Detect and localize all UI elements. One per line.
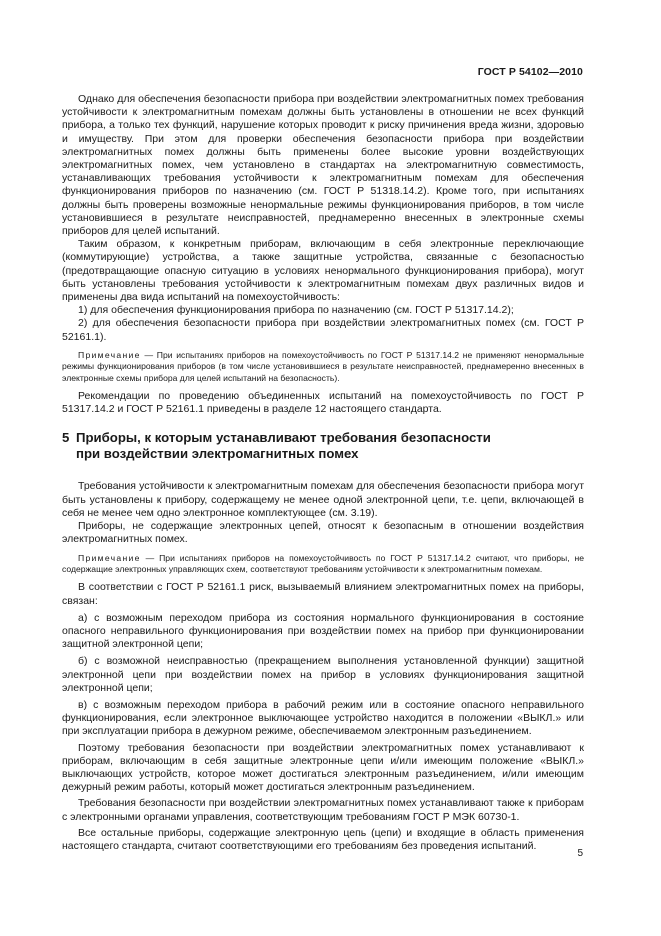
paragraph-recommendations: Рекомендации по проведению объединенных испытаний на помехоустойчивость по ГОСТ Р 51317.14.2 и ГОСТ Р 52161.1 приведены в разделе 12 настоящего стандарта. (62, 390, 584, 416)
section-number: 5 (62, 430, 70, 446)
paragraph-thus: Таким образом, к конкретным приборам, включающим в себя электронные переключающие (коммутирующие) устройства, а также защитные устройства, связанные с безопасностью (предотвращающие опасную ситуацию в условиях ненормального функционирования прибора), могут быть установлены требования устойчивости к электромагнитным помехам двух различных видов и применены два вида испытаний на помехоустойчивость: (62, 238, 584, 304)
paragraph-s4: Поэтому требования безопасности при воздействии электромагнитных помех устанавливают к приборам, включающим в себя защитные электронные цепи и/или имеющим положение «ВЫКЛ.» выключающих устройств, которое может достигаться электронным разъединением, и/или имеющим дежурный режим работы, который может достигаться электронным разъединением. (62, 741, 584, 794)
list-item: б) с возможной неисправностью (прекращением выполнения установленной функции) защитной электронной цепи при воздействии помех на прибор в условиях функционирования защитной электронной цепи; (62, 655, 584, 694)
paragraph-s2: Приборы, не содержащие электронных цепей, относят к безопасным в отношении воздействия электромагнитных помех. (62, 520, 584, 546)
note-label: Примечание (78, 349, 141, 360)
page-content (62, 93, 584, 853)
paragraph-s6: Все остальные приборы, содержащие электронную цепь (цепи) и входящие в область применения настоящего стандарта, считают соответствующими его требованиям без проведения испытаний. (62, 826, 584, 852)
document-header-id: ГОСТ Р 54102—2010 (477, 66, 583, 78)
note-label: Примечание (78, 552, 141, 563)
paragraph-s5: Требования безопасности при воздействии электромагнитных помех устанавливают также к приборам с электронными органами управления, соответствующим требованиям ГОСТ Р МЭК 60730-1. (62, 797, 584, 823)
note-text: — При испытаниях приборов на помехоустойчивость по ГОСТ Р 51317.14.2 считают, что приборы, не содержащие электронных управляющих схем, соответствуют требованиям устойчивости к электромагнитным помехам. (62, 552, 584, 574)
section-5-heading (62, 430, 584, 462)
page-number: 5 (577, 848, 583, 859)
note-2 (62, 553, 584, 576)
list-item: 2) для обеспечения безопасности прибора при воздействии электромагнитных помех (см. ГОСТ Р 52161.1). (62, 317, 584, 343)
list-item: 1) для обеспечения функционирования прибора по назначению (см. ГОСТ Р 51317.14.2); (78, 304, 514, 317)
list-item: а) с возможным переходом прибора из состояния нормального функционирования в состояние опасного неправильного функционирования при воздействии помех на прибор при функционировании защитной электронной цепи; (62, 611, 584, 651)
note-text: — При испытаниях приборов на помехоустойчивость по ГОСТ Р 51317.14.2 не применяют ненормальные режимы функционирования приборов (в том числе установившиеся в результате неисправностей, преднамеренно внесенных в электронные схемы прибора для целей испытаний на безопасность). (62, 349, 584, 383)
paragraph-s1: Требования устойчивости к электромагнитным помехам для обеспечения безопасности прибора могут быть установлены к прибору, содержащему не менее одной электронной цепи, т.е. цепи, включающей в себя не менее чем одно электронное комплектующее (см. 3.19). (62, 480, 584, 519)
note-1 (62, 350, 584, 384)
section-title-line2: при воздействии электромагнитных помех (76, 446, 359, 462)
list-item: в) с возможным переходом прибора в рабочий режим или в состояние опасного неправильного функционирования, если электронное выключающее устройство находится в положении «ВЫКЛ.» или при эксплуатации прибора в дежурном режиме, обеспечиваемом электронным разъединением. (62, 698, 584, 738)
section-title-line1: Приборы, к которым устанавливают требования безопасности (76, 430, 491, 446)
paragraph-intro: Однако для обеспечения безопасности прибора при воздействии электромагнитных помех требования устойчивости к электромагнитным помехам должны быть установлены в отношении не всех функций прибора, а только тех функций, нарушение которых проводит к риску причинения вреда жизни, здоровью и имуществу. При этом для проверки обеспечения безопасности прибора при воздействии электромагнитных помех должны быть применены более высокие уровни воздействующих электромагнитных помех, чем установлено в стандартах на электромагнитную совместимость, устанавливающих требования устойчивости к электромагнитным помехам для обеспечения функционирования приборов по назначению (см. ГОСТ Р 51318.14.2). Кроме того, при испытаниях должны быть проверены возможные ненормальные режимы функционирования приборов, в том числе установившиеся в результате неисправностей, преднамеренно внесенных в электронные схемы приборов для целей испытаний. (62, 93, 584, 238)
paragraph-s3: В соответствии с ГОСТ Р 52161.1 риск, вызываемый влиянием электромагнитных помех на приборы, связан: (62, 581, 584, 607)
